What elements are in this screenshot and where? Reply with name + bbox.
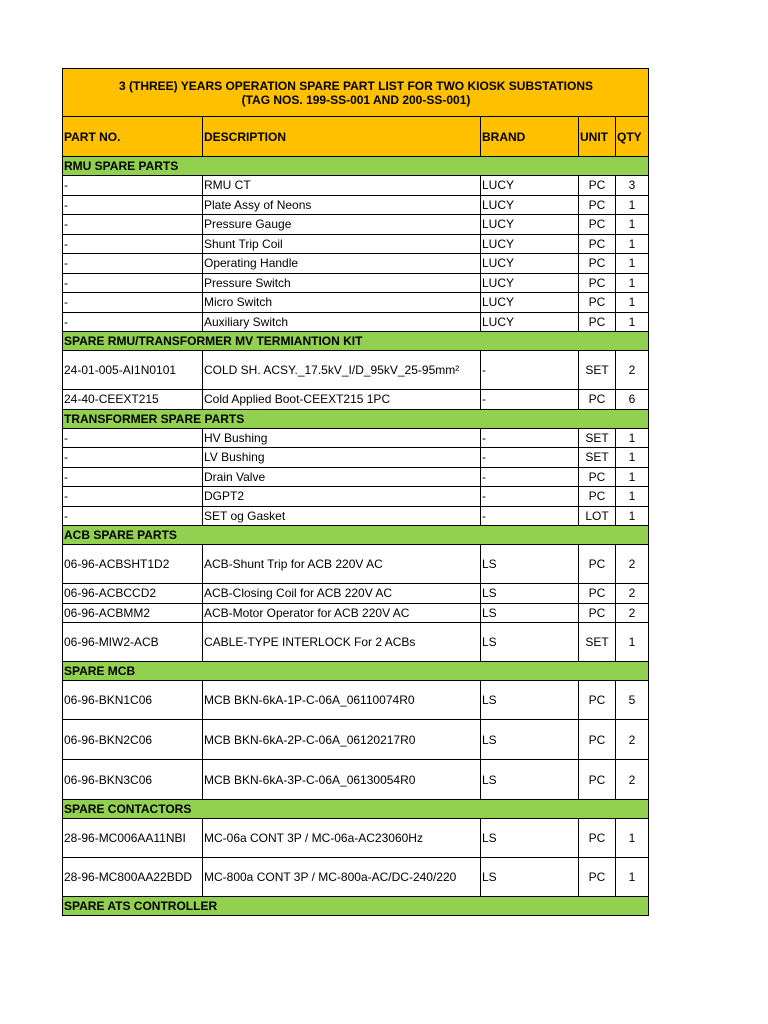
unit-cell: PC <box>579 273 616 293</box>
qty-cell: 2 <box>616 720 649 760</box>
unit-cell: PC <box>579 234 616 254</box>
section-label: ACB SPARE PARTS <box>63 526 649 545</box>
header-description: DESCRIPTION <box>203 117 481 157</box>
description-cell: HV Bushing <box>203 428 481 448</box>
brand-cell: LS <box>481 603 579 623</box>
section-header-row <box>63 332 649 351</box>
description-cell: SET og Gasket <box>203 506 481 526</box>
description-cell: Drain Valve <box>203 467 481 487</box>
table-row <box>63 858 649 897</box>
unit-cell: PC <box>579 312 616 332</box>
unit-cell: PC <box>579 681 616 720</box>
title-row <box>63 69 649 117</box>
unit-cell: PC <box>579 720 616 760</box>
qty-cell: 1 <box>616 448 649 468</box>
qty-cell: 1 <box>616 506 649 526</box>
header-unit: UNIT <box>579 117 616 157</box>
table-row <box>63 215 649 235</box>
part-no-cell: 28-96-MC800AA22BDD <box>63 858 203 897</box>
part-no-cell: 06-96-BKN3C06 <box>63 760 203 800</box>
part-no-cell: - <box>63 312 203 332</box>
unit-cell: PC <box>579 545 616 584</box>
unit-cell: PC <box>579 487 616 507</box>
brand-cell: LUCY <box>481 176 579 196</box>
part-no-cell: 06-96-ACBCCD2 <box>63 584 203 604</box>
brand-cell: LUCY <box>481 215 579 235</box>
qty-cell: 3 <box>616 176 649 196</box>
qty-cell: 1 <box>616 273 649 293</box>
brand-cell: LUCY <box>481 234 579 254</box>
part-no-cell: - <box>63 428 203 448</box>
description-cell: Micro Switch <box>203 293 481 313</box>
section-header-row <box>63 409 649 428</box>
qty-cell: 1 <box>616 623 649 662</box>
qty-cell: 1 <box>616 293 649 313</box>
brand-cell: - <box>481 428 579 448</box>
description-cell: MCB BKN-6kA-2P-C-06A_06120217R0 <box>203 720 481 760</box>
qty-cell: 1 <box>616 312 649 332</box>
brand-cell: LUCY <box>481 293 579 313</box>
table-row <box>63 506 649 526</box>
brand-cell: LS <box>481 545 579 584</box>
qty-cell: 2 <box>616 545 649 584</box>
section-label: SPARE ATS CONTROLLER <box>63 897 649 916</box>
table-row <box>63 273 649 293</box>
part-no-cell: - <box>63 176 203 196</box>
section-header-row <box>63 157 649 176</box>
table-row <box>63 195 649 215</box>
unit-cell: PC <box>579 584 616 604</box>
unit-cell: PC <box>579 176 616 196</box>
brand-cell: LS <box>481 584 579 604</box>
part-no-cell: 06-96-BKN1C06 <box>63 681 203 720</box>
header-brand: BRAND <box>481 117 579 157</box>
description-cell: ACB-Shunt Trip for ACB 220V AC <box>203 545 481 584</box>
unit-cell: PC <box>579 603 616 623</box>
unit-cell: SET <box>579 428 616 448</box>
brand-cell: - <box>481 487 579 507</box>
qty-cell: 1 <box>616 234 649 254</box>
unit-cell: LOT <box>579 506 616 526</box>
table-row <box>63 487 649 507</box>
description-cell: MCB BKN-6kA-1P-C-06A_06110074R0 <box>203 681 481 720</box>
qty-cell: 2 <box>616 760 649 800</box>
unit-cell: PC <box>579 858 616 897</box>
title-line-1: 3 (THREE) YEARS OPERATION SPARE PART LIST FOR TWO KIOSK SUBSTATIONS <box>118 78 594 93</box>
unit-cell: PC <box>579 293 616 313</box>
unit-cell: PC <box>579 760 616 800</box>
section-label: SPARE MCB <box>63 662 649 681</box>
table-row <box>63 720 649 760</box>
brand-cell: - <box>481 467 579 487</box>
table-row <box>63 819 649 858</box>
unit-cell: SET <box>579 448 616 468</box>
table-row <box>63 254 649 274</box>
description-cell: LV Bushing <box>203 448 481 468</box>
description-cell: Operating Handle <box>203 254 481 274</box>
unit-cell: PC <box>579 390 616 410</box>
table-row <box>63 760 649 800</box>
part-no-cell: - <box>63 487 203 507</box>
description-cell: Shunt Trip Coil <box>203 234 481 254</box>
table-row <box>63 176 649 196</box>
description-cell: ACB-Closing Coil for ACB 220V AC <box>203 584 481 604</box>
table-row <box>63 351 649 390</box>
part-no-cell: - <box>63 448 203 468</box>
qty-cell: 1 <box>616 428 649 448</box>
table-row <box>63 234 649 254</box>
qty-cell: 1 <box>616 467 649 487</box>
brand-cell: - <box>481 351 579 390</box>
description-cell: COLD SH. ACSY._17.5kV_I/D_95kV_25-95mm² <box>203 351 481 390</box>
title-line-2: (TAG NOS. 199-SS-001 AND 200-SS-001) <box>241 92 471 107</box>
unit-cell: PC <box>579 819 616 858</box>
qty-cell: 1 <box>616 254 649 274</box>
unit-cell: PC <box>579 195 616 215</box>
description-cell: Cold Applied Boot-CEEXT215 1PC <box>203 390 481 410</box>
description-cell: DGPT2 <box>203 487 481 507</box>
table-row <box>63 467 649 487</box>
table-row <box>63 293 649 313</box>
brand-cell: LS <box>481 681 579 720</box>
qty-cell: 1 <box>616 215 649 235</box>
section-label: SPARE RMU/TRANSFORMER MV TERMIANTION KIT <box>63 332 649 351</box>
part-no-cell: 06-96-BKN2C06 <box>63 720 203 760</box>
part-no-cell: - <box>63 293 203 313</box>
qty-cell: 1 <box>616 487 649 507</box>
part-no-cell: - <box>63 234 203 254</box>
table-row <box>63 428 649 448</box>
part-no-cell: 24-40-CEEXT215 <box>63 390 203 410</box>
brand-cell: - <box>481 390 579 410</box>
part-no-cell: - <box>63 254 203 274</box>
qty-cell: 1 <box>616 195 649 215</box>
section-label: RMU SPARE PARTS <box>63 157 649 176</box>
part-no-cell: - <box>63 273 203 293</box>
description-cell: CABLE-TYPE INTERLOCK For 2 ACBs <box>203 623 481 662</box>
brand-cell: LUCY <box>481 195 579 215</box>
description-cell: Pressure Gauge <box>203 215 481 235</box>
section-header-row <box>63 800 649 819</box>
section-label: SPARE CONTACTORS <box>63 800 649 819</box>
table-row <box>63 545 649 584</box>
document-title <box>63 69 649 117</box>
brand-cell: LS <box>481 623 579 662</box>
part-no-cell: - <box>63 195 203 215</box>
description-cell: MC-800a CONT 3P / MC-800a-AC/DC-240/220 <box>203 858 481 897</box>
qty-cell: 2 <box>616 584 649 604</box>
table-row <box>63 312 649 332</box>
table-row <box>63 390 649 410</box>
table-row <box>63 584 649 604</box>
brand-cell: LS <box>481 819 579 858</box>
description-cell: ACB-Motor Operator for ACB 220V AC <box>203 603 481 623</box>
description-cell: MCB BKN-6kA-3P-C-06A_06130054R0 <box>203 760 481 800</box>
brand-cell: LS <box>481 720 579 760</box>
brand-cell: - <box>481 506 579 526</box>
part-no-cell: - <box>63 215 203 235</box>
part-no-cell: - <box>63 506 203 526</box>
description-cell: Pressure Switch <box>203 273 481 293</box>
section-header-row <box>63 526 649 545</box>
brand-cell: LUCY <box>481 254 579 274</box>
part-no-cell: 06-96-MIW2-ACB <box>63 623 203 662</box>
header-qty: QTY <box>616 117 649 157</box>
part-no-cell: 06-96-ACBMM2 <box>63 603 203 623</box>
brand-cell: - <box>481 448 579 468</box>
spare-part-list-table <box>62 68 649 916</box>
part-no-cell: 24-01-005-AI1N0101 <box>63 351 203 390</box>
table-row <box>63 681 649 720</box>
column-header-row <box>63 117 649 157</box>
description-cell: MC-06a CONT 3P / MC-06a-AC23060Hz <box>203 819 481 858</box>
section-header-row <box>63 897 649 916</box>
section-header-row <box>63 662 649 681</box>
part-no-cell: - <box>63 467 203 487</box>
qty-cell: 6 <box>616 390 649 410</box>
qty-cell: 1 <box>616 858 649 897</box>
table-row <box>63 603 649 623</box>
part-no-cell: 06-96-ACBSHT1D2 <box>63 545 203 584</box>
unit-cell: PC <box>579 254 616 274</box>
description-cell: RMU CT <box>203 176 481 196</box>
unit-cell: SET <box>579 351 616 390</box>
brand-cell: LS <box>481 760 579 800</box>
table-row <box>63 448 649 468</box>
unit-cell: PC <box>579 215 616 235</box>
section-label: TRANSFORMER SPARE PARTS <box>63 409 649 428</box>
unit-cell: PC <box>579 467 616 487</box>
qty-cell: 2 <box>616 351 649 390</box>
description-cell: Plate Assy of Neons <box>203 195 481 215</box>
qty-cell: 2 <box>616 603 649 623</box>
unit-cell: SET <box>579 623 616 662</box>
qty-cell: 1 <box>616 819 649 858</box>
header-part-no: PART NO. <box>63 117 203 157</box>
qty-cell: 5 <box>616 681 649 720</box>
brand-cell: LUCY <box>481 273 579 293</box>
brand-cell: LS <box>481 858 579 897</box>
brand-cell: LUCY <box>481 312 579 332</box>
part-no-cell: 28-96-MC006AA11NBI <box>63 819 203 858</box>
table-row <box>63 623 649 662</box>
description-cell: Auxiliary Switch <box>203 312 481 332</box>
